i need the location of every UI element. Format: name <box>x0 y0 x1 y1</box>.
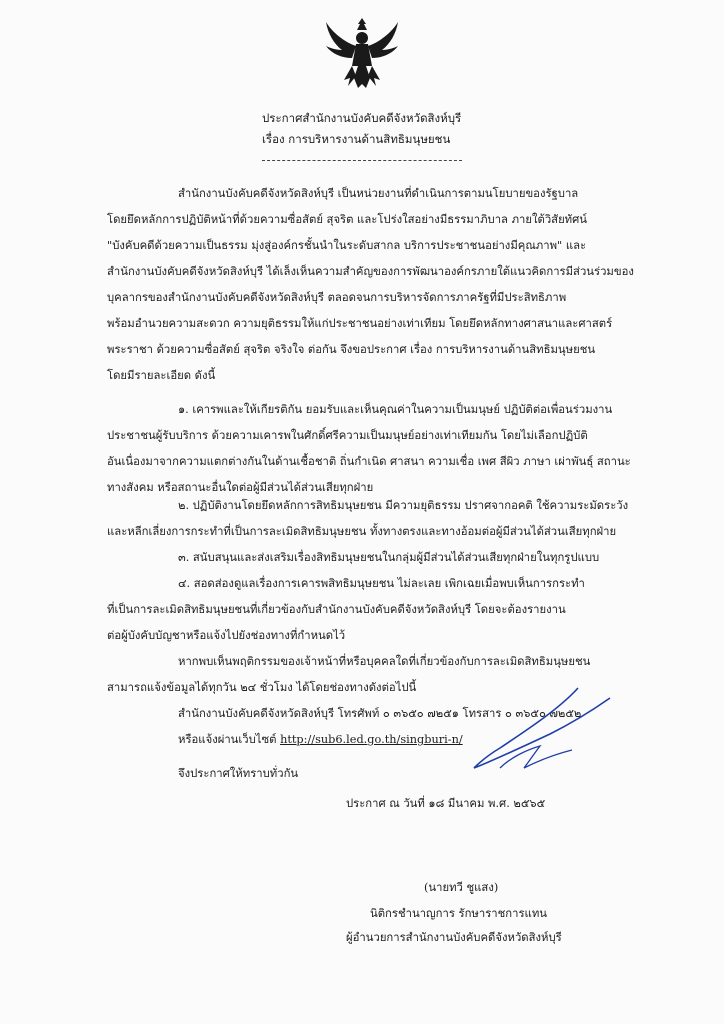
website-prefix: หรือแจ้งผ่านเว็บไซต์ <box>178 733 277 746</box>
paragraph-line: โดยยึดหลักการปฏิบัติหน้าที่ด้วยความซื่อสัตย์ สุจริต และโปร่งใสอย่างมีธรรมาภิบาล ภายใต้วิสัยทัศน์ <box>107 213 588 226</box>
item-1-line: ๑. เคารพและให้เกียรติกัน ยอมรับและเห็นคุณค่าในความเป็นมนุษย์ ปฏิบัติต่อเพื่อนร่วมงาน <box>178 403 613 416</box>
item-4-line: ต่อผู้บังคับบัญชาหรือแจ้งไปยังช่องทางที่กำหนดไว้ <box>107 629 346 642</box>
website-link[interactable]: http://sub6.led.go.th/singburi-n/ <box>280 733 463 746</box>
report-line: สามารถแจ้งข้อมูลได้ทุกวัน ๒๔ ชั่วโมง ได้โดยช่องทางดังต่อไปนี้ <box>107 681 417 694</box>
item-1-line: ประชาชนผู้รับบริการ ด้วยความเคารพในศักดิ์ศรีความเป็นมนุษย์อย่างเท่าเทียมกัน โดยไม่เลือกปฏิบัติ <box>107 429 588 442</box>
paragraph-line: โดยมีรายละเอียด ดังนี้ <box>107 369 216 382</box>
item-1-line: ทางสังคม หรือสถานะอื่นใดต่อผู้มีส่วนได้ส่วนเสียทุกฝ่าย <box>107 481 374 494</box>
announcement-date: ประกาศ ณ วันที่ ๑๘ มีนาคม พ.ศ. ๒๕๖๕ <box>346 797 546 810</box>
paragraph-line: "บังคับคดีด้วยความเป็นธรรม มุ่งสู่องค์กรชั้นนำในระดับสากล บริการประชาชนอย่างมีคุณภาพ" และ <box>107 239 587 252</box>
item-2-line: และหลีกเลี่ยงการกระทำที่เป็นการละเมิดสิทธิมนุษยชน ทั้งทางตรงและทางอ้อมต่อผู้มีส่วนได้ส่วนเสียทุกฝ่าย <box>107 525 617 538</box>
report-line: หากพบเห็นพฤติกรรมของเจ้าหน้าที่หรือบุคคลใดที่เกี่ยวข้องกับการละเมิดสิทธิมนุษยชน <box>178 655 591 668</box>
item-1-line: อันเนื่องมาจากความแตกต่างกันในด้านเชื้อชาติ ถิ่นกำเนิด ศาสนา ความเชื่อ เพศ สีผิว ภาษา เผ่าพันธุ์ สถานะ <box>107 455 631 468</box>
item-4-line: ๔. สอดส่องดูแลเรื่องการเคารพสิทธิมนุษยชน ไม่ละเลย เพิกเฉยเมื่อพบเห็นการกระทำ <box>178 577 585 590</box>
paragraph-line: สำนักงานบังคับคดีจังหวัดสิงห์บุรี ได้เล็งเห็นความสำคัญของการพัฒนาองค์กรภายใต้แนวคิดการมีส่วนร่วมของ <box>107 265 634 278</box>
paragraph-line: พระราชา ด้วยความซื่อสัตย์ สุจริต จริงใจ ต่อกัน จึงขอประกาศ เรื่อง การบริหารงานด้านสิทธิมนุษยชน <box>107 343 596 356</box>
announcement-subject: เรื่อง การบริหารงานด้านสิทธิมนุษยชน <box>262 132 451 146</box>
divider <box>262 160 462 161</box>
contact-phone-line: สำนักงานบังคับคดีจังหวัดสิงห์บุรี โทรศัพท์ ๐ ๓๖๕๐ ๗๒๕๑ โทรสาร ๐ ๓๖๕๐ ๗๒๕๒ <box>178 707 582 720</box>
website-line <box>178 732 463 748</box>
item-4-line: ที่เป็นการละเมิดสิทธิมนุษยชนที่เกี่ยวข้องกับสำนักงานบังคับคดีจังหวัดสิงห์บุรี โดยจะต้องรายงาน <box>107 603 566 616</box>
garuda-emblem-icon <box>322 14 402 94</box>
handwritten-signature <box>460 668 620 783</box>
signatory-name: (นายทวี ชูแสง) <box>424 881 499 894</box>
paragraph-line: พร้อมอำนวยความสะดวก ความยุติธรรมให้แก่ประชาชนอย่างเท่าเทียม โดยยึดหลักทางศาสนาและศาสตร์ <box>107 317 613 330</box>
closing-line: จึงประกาศให้ทราบทั่วกัน <box>178 767 299 780</box>
announcement-title: ประกาศสำนักงานบังคับคดีจังหวัดสิงห์บุรี <box>262 111 462 125</box>
paragraph-line: บุคลากรของสำนักงานบังคับคดีจังหวัดสิงห์บุรี ตลอดจนการบริหารจัดการภาครัฐที่มีประสิทธิภาพ <box>107 291 567 304</box>
signatory-position: นิติกรชำนาญการ รักษาราชการแทน <box>370 907 547 920</box>
item-2-line: ๒. ปฏิบัติงานโดยยึดหลักการสิทธิมนุษยชน มีความยุติธรรม ปราศจากอคติ ใช้ความระมัดระวัง <box>178 499 629 512</box>
paragraph-line: สำนักงานบังคับคดีจังหวัดสิงห์บุรี เป็นหน่วยงานที่ดำเนินการตามนโยบายของรัฐบาล <box>178 187 579 200</box>
item-3-line: ๓. สนับสนุนและส่งเสริมเรื่องสิทธิมนุษยชนในกลุ่มผู้มีส่วนได้ส่วนเสียทุกฝ่ายในทุกรูปแบบ <box>178 551 600 564</box>
signatory-position: ผู้อำนวยการสำนักงานบังคับคดีจังหวัดสิงห์บุรี <box>346 931 562 944</box>
